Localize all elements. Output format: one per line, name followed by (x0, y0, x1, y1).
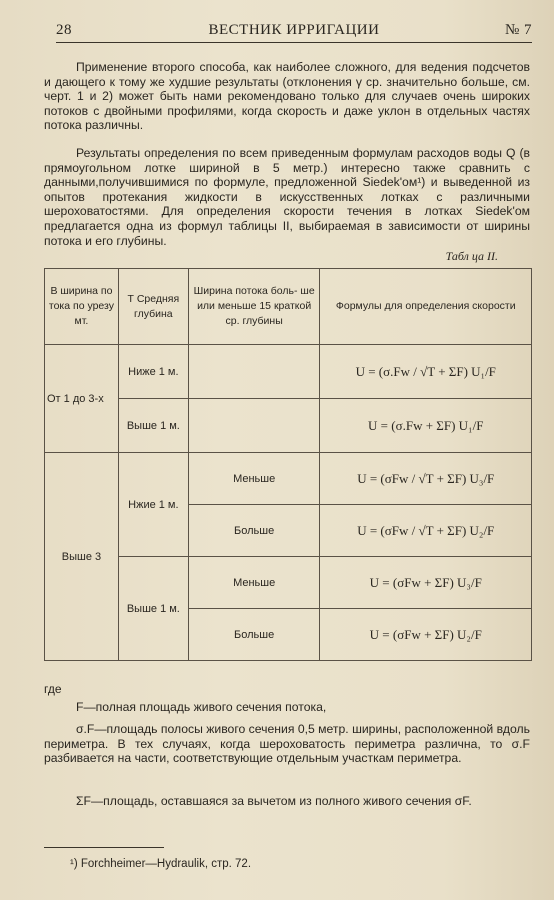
header-depth: Т Средняя глубина (118, 269, 188, 345)
formula-cell: U = (σFw / √T + ΣF) U₃/F (320, 453, 532, 505)
width-cell: Больше (188, 609, 320, 661)
formula-cell: U = (σFw / √T + ΣF) U₂/F (320, 505, 532, 557)
header-width: В ширина по тока по урезу мт. (45, 269, 119, 345)
width-cell (188, 345, 320, 399)
formula-cell: U = (σFw + ΣF) U₃/F (320, 557, 532, 609)
where-label: где (44, 682, 62, 696)
width-cell: Меньше (188, 453, 320, 505)
depth-cell: Нжие 1 м. (118, 453, 188, 557)
table-caption: Табл ца II. (445, 249, 498, 263)
depth-cell: Выше 1 м. (118, 557, 188, 661)
issue-number: № 7 (504, 22, 532, 38)
header-formula: Формулы для определения скорости (320, 269, 532, 345)
formula-cell: U = (σFw + ΣF) U₂/F (320, 609, 532, 661)
width-cell: Больше (188, 505, 320, 557)
header-ratio: Ширина потока боль- ше или меньше 15 краткой ср. глубины (188, 269, 320, 345)
formula-cell: U = (σ.Fw / √T + ΣF) U₁/F (320, 345, 532, 399)
formula-cell: U = (σ.Fw + ΣF) U₁/F (320, 399, 532, 453)
group-above-3: Выше 3 (45, 453, 119, 661)
running-header (56, 22, 532, 43)
journal-title: ВЕСТНИК ИРРИГАЦИИ (208, 22, 380, 38)
definition-sigmaF: σ.F—площадь полосы живого сечения 0,5 метр. ширины, расположенной вдоль периметра. В тех случаях, когда шероховатость периметра различна, то σ.F разбивается на части, соответствующие отдельным участкам периметра. (44, 722, 530, 766)
definition-F: F—полная площадь живого сечения потока, (76, 700, 327, 714)
width-cell (188, 399, 320, 453)
paragraph-2: Результаты определения по всем приведенным формулам расходов воды Q (в прямоугольном лотке шириной в 5 метр.) интересно также сравнить с данными,получившимися по формуле, предложенной Siedek'ом¹) и выведенной из опытов протекания жидкости в искусственных лотках с различными шероховатостями. Для определения скорости течения в лотках Siedek'ом предлагается одна из формул таблицы II, выбираемая в зависимости от ширины потока и его глубины. (44, 146, 530, 248)
depth-cell: Ниже 1 м. (118, 345, 188, 399)
definition-SigmaF: ΣF—площадь, оставшаяся за вычетом из полного живого сечения σF. (76, 794, 472, 808)
width-cell: Меньше (188, 557, 320, 609)
paragraph-1: Применение второго способа, как наиболее сложного, для ведения подсчетов и дающего к тому же худшие результаты (отклонения γ ср. значительно больше, см. черт. 1 и 2) может быть нами рекомендовано только для случаев очень широких потоков с двойными профилями, когда скорость и даже уклон в отдельных частях потока различны. (44, 60, 530, 133)
footnote-divider (44, 847, 164, 848)
page-number: 28 (56, 22, 72, 38)
depth-cell: Выше 1 м. (118, 399, 188, 453)
formula-table (44, 268, 532, 661)
group-1-to-3: От 1 до 3-х (45, 345, 119, 453)
footnote: ¹) Forchheimer—Hydraulik, стр. 72. (70, 858, 252, 870)
